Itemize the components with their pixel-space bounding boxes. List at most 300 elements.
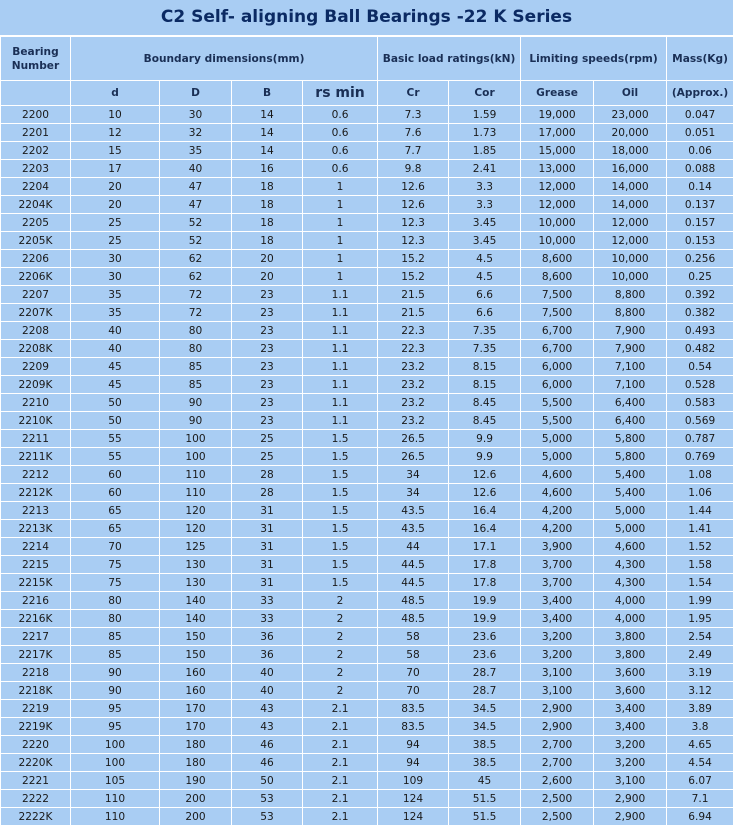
cell-cr: 124	[378, 808, 449, 826]
cell-inner-diameter: 30	[71, 250, 160, 268]
table-row	[1, 430, 733, 448]
cell-width: 23	[232, 286, 303, 304]
cell-rs-min: 2.1	[303, 754, 378, 772]
cell-outer-diameter: 190	[160, 772, 232, 790]
cell-rs-min: 2.1	[303, 808, 378, 826]
cell-mass: 3.19	[667, 664, 733, 682]
cell-width: 31	[232, 520, 303, 538]
cell-cr: 48.5	[378, 592, 449, 610]
cell-mass: 0.14	[667, 178, 733, 196]
cell-bearing-number: 2202	[1, 142, 71, 160]
cell-grease-speed: 3,700	[521, 574, 594, 592]
cell-cor: 38.5	[449, 754, 521, 772]
cell-inner-diameter: 45	[71, 376, 160, 394]
cell-width: 53	[232, 790, 303, 808]
cell-cr: 83.5	[378, 718, 449, 736]
table-row	[1, 322, 733, 340]
cell-inner-diameter: 65	[71, 502, 160, 520]
table-row	[1, 268, 733, 286]
cell-width: 23	[232, 340, 303, 358]
cell-cor: 45	[449, 772, 521, 790]
cell-width: 31	[232, 538, 303, 556]
header-boundary-dimensions: Boundary dimensions(mm)	[71, 37, 378, 81]
cell-grease-speed: 3,900	[521, 538, 594, 556]
cell-mass: 3.12	[667, 682, 733, 700]
cell-bearing-number: 2212	[1, 466, 71, 484]
cell-cr: 7.6	[378, 124, 449, 142]
cell-cr: 48.5	[378, 610, 449, 628]
cell-inner-diameter: 75	[71, 556, 160, 574]
cell-grease-speed: 4,200	[521, 502, 594, 520]
cell-rs-min: 1.1	[303, 304, 378, 322]
cell-rs-min: 0.6	[303, 142, 378, 160]
cell-grease-speed: 7,500	[521, 286, 594, 304]
cell-rs-min: 1.1	[303, 376, 378, 394]
cell-inner-diameter: 40	[71, 340, 160, 358]
cell-width: 23	[232, 304, 303, 322]
table-row	[1, 448, 733, 466]
cell-cor: 4.5	[449, 268, 521, 286]
cell-grease-speed: 6,700	[521, 322, 594, 340]
header-row-columns	[1, 81, 733, 106]
table-row	[1, 214, 733, 232]
cell-grease-speed: 2,700	[521, 754, 594, 772]
cell-oil-speed: 3,800	[594, 646, 667, 664]
cell-width: 23	[232, 322, 303, 340]
cell-oil-speed: 12,000	[594, 232, 667, 250]
cell-width: 43	[232, 718, 303, 736]
cell-cor: 3.3	[449, 178, 521, 196]
cell-inner-diameter: 50	[71, 394, 160, 412]
cell-cr: 22.3	[378, 322, 449, 340]
cell-cor: 51.5	[449, 790, 521, 808]
cell-grease-speed: 6,000	[521, 376, 594, 394]
cell-oil-speed: 5,800	[594, 448, 667, 466]
cell-inner-diameter: 30	[71, 268, 160, 286]
cell-inner-diameter: 12	[71, 124, 160, 142]
cell-width: 25	[232, 430, 303, 448]
cell-grease-speed: 2,900	[521, 700, 594, 718]
cell-bearing-number: 2201	[1, 124, 71, 142]
cell-mass: 0.528	[667, 376, 733, 394]
cell-outer-diameter: 62	[160, 250, 232, 268]
cell-rs-min: 2.1	[303, 718, 378, 736]
table-row	[1, 718, 733, 736]
table-row	[1, 682, 733, 700]
cell-cr: 15.2	[378, 250, 449, 268]
cell-width: 36	[232, 646, 303, 664]
cell-mass: 0.157	[667, 214, 733, 232]
cell-grease-speed: 17,000	[521, 124, 594, 142]
cell-cr: 15.2	[378, 268, 449, 286]
cell-cr: 12.3	[378, 214, 449, 232]
cell-rs-min: 1.5	[303, 430, 378, 448]
cell-width: 46	[232, 736, 303, 754]
table-row	[1, 736, 733, 754]
cell-grease-speed: 3,400	[521, 592, 594, 610]
cell-width: 20	[232, 268, 303, 286]
cell-outer-diameter: 72	[160, 286, 232, 304]
cell-bearing-number: 2206K	[1, 268, 71, 286]
table-row	[1, 466, 733, 484]
cell-width: 43	[232, 700, 303, 718]
cell-oil-speed: 20,000	[594, 124, 667, 142]
cell-oil-speed: 3,600	[594, 664, 667, 682]
cell-rs-min: 1	[303, 250, 378, 268]
table-row	[1, 556, 733, 574]
cell-grease-speed: 2,500	[521, 808, 594, 826]
cell-bearing-number: 2210	[1, 394, 71, 412]
cell-cor: 51.5	[449, 808, 521, 826]
cell-grease-speed: 2,700	[521, 736, 594, 754]
table-row	[1, 232, 733, 250]
cell-cor: 3.45	[449, 214, 521, 232]
cell-grease-speed: 3,400	[521, 610, 594, 628]
table-row	[1, 358, 733, 376]
cell-rs-min: 0.6	[303, 124, 378, 142]
cell-oil-speed: 8,800	[594, 304, 667, 322]
cell-rs-min: 0.6	[303, 160, 378, 178]
cell-cr: 34	[378, 484, 449, 502]
cell-oil-speed: 3,400	[594, 700, 667, 718]
cell-bearing-number: 2219	[1, 700, 71, 718]
cell-bearing-number: 2213	[1, 502, 71, 520]
cell-outer-diameter: 140	[160, 610, 232, 628]
cell-mass: 0.153	[667, 232, 733, 250]
cell-grease-speed: 5,000	[521, 448, 594, 466]
cell-cor: 16.4	[449, 502, 521, 520]
cell-outer-diameter: 120	[160, 520, 232, 538]
cell-grease-speed: 8,600	[521, 268, 594, 286]
cell-oil-speed: 4,300	[594, 556, 667, 574]
cell-grease-speed: 3,700	[521, 556, 594, 574]
header-grease: Grease	[521, 81, 594, 106]
cell-cr: 23.2	[378, 412, 449, 430]
cell-mass: 1.95	[667, 610, 733, 628]
cell-outer-diameter: 170	[160, 718, 232, 736]
cell-outer-diameter: 100	[160, 448, 232, 466]
cell-outer-diameter: 32	[160, 124, 232, 142]
cell-cor: 17.8	[449, 574, 521, 592]
cell-bearing-number: 2206	[1, 250, 71, 268]
cell-cr: 26.5	[378, 448, 449, 466]
cell-oil-speed: 4,000	[594, 610, 667, 628]
cell-inner-diameter: 35	[71, 286, 160, 304]
cell-outer-diameter: 170	[160, 700, 232, 718]
cell-cr: 12.6	[378, 178, 449, 196]
cell-cor: 19.9	[449, 592, 521, 610]
cell-mass: 3.8	[667, 718, 733, 736]
table-row	[1, 304, 733, 322]
header-rs-symbol: r	[315, 85, 322, 101]
page-title: C2 Self- aligning Ball Bearings -22 K Series	[0, 0, 733, 36]
cell-width: 14	[232, 124, 303, 142]
cell-rs-min: 1.1	[303, 358, 378, 376]
cell-rs-min: 1.1	[303, 394, 378, 412]
cell-mass: 4.65	[667, 736, 733, 754]
table-row	[1, 628, 733, 646]
cell-cor: 6.6	[449, 304, 521, 322]
cell-rs-min: 1.5	[303, 502, 378, 520]
cell-oil-speed: 7,900	[594, 340, 667, 358]
cell-inner-diameter: 110	[71, 790, 160, 808]
header-cor: Cor	[449, 81, 521, 106]
cell-inner-diameter: 55	[71, 448, 160, 466]
cell-grease-speed: 4,600	[521, 484, 594, 502]
cell-grease-speed: 12,000	[521, 178, 594, 196]
cell-cor: 28.7	[449, 682, 521, 700]
cell-oil-speed: 7,100	[594, 358, 667, 376]
cell-mass: 0.392	[667, 286, 733, 304]
table-row	[1, 160, 733, 178]
table-row	[1, 484, 733, 502]
cell-width: 40	[232, 664, 303, 682]
cell-mass: 1.06	[667, 484, 733, 502]
cell-mass: 4.54	[667, 754, 733, 772]
cell-cr: 23.2	[378, 376, 449, 394]
cell-width: 23	[232, 394, 303, 412]
cell-outer-diameter: 130	[160, 574, 232, 592]
header-d: d	[71, 81, 160, 106]
cell-cor: 38.5	[449, 736, 521, 754]
table-row	[1, 538, 733, 556]
cell-cor: 12.6	[449, 466, 521, 484]
cell-grease-speed: 10,000	[521, 214, 594, 232]
header-cr: Cr	[378, 81, 449, 106]
cell-cr: 94	[378, 736, 449, 754]
cell-oil-speed: 5,000	[594, 520, 667, 538]
cell-rs-min: 2.1	[303, 700, 378, 718]
table-body	[1, 106, 733, 826]
cell-width: 33	[232, 610, 303, 628]
cell-oil-speed: 3,200	[594, 736, 667, 754]
table-row	[1, 664, 733, 682]
cell-width: 20	[232, 250, 303, 268]
cell-oil-speed: 5,000	[594, 502, 667, 520]
cell-outer-diameter: 90	[160, 394, 232, 412]
cell-outer-diameter: 140	[160, 592, 232, 610]
table-row	[1, 502, 733, 520]
cell-width: 14	[232, 142, 303, 160]
cell-outer-diameter: 130	[160, 556, 232, 574]
cell-cr: 12.6	[378, 196, 449, 214]
cell-oil-speed: 4,300	[594, 574, 667, 592]
cell-outer-diameter: 150	[160, 646, 232, 664]
cell-inner-diameter: 105	[71, 772, 160, 790]
cell-cor: 3.3	[449, 196, 521, 214]
table-row	[1, 106, 733, 124]
cell-grease-speed: 3,100	[521, 664, 594, 682]
cell-inner-diameter: 20	[71, 196, 160, 214]
cell-cr: 43.5	[378, 502, 449, 520]
cell-inner-diameter: 95	[71, 718, 160, 736]
table-row	[1, 340, 733, 358]
cell-width: 18	[232, 196, 303, 214]
cell-mass: 1.08	[667, 466, 733, 484]
cell-rs-min: 0.6	[303, 106, 378, 124]
cell-bearing-number: 2207K	[1, 304, 71, 322]
cell-grease-speed: 4,600	[521, 466, 594, 484]
cell-width: 18	[232, 178, 303, 196]
cell-cr: 94	[378, 754, 449, 772]
cell-inner-diameter: 80	[71, 592, 160, 610]
cell-outer-diameter: 80	[160, 322, 232, 340]
cell-outer-diameter: 47	[160, 178, 232, 196]
cell-inner-diameter: 65	[71, 520, 160, 538]
cell-oil-speed: 3,600	[594, 682, 667, 700]
header-rs-min	[303, 81, 378, 106]
cell-bearing-number: 2220	[1, 736, 71, 754]
cell-oil-speed: 10,000	[594, 250, 667, 268]
cell-outer-diameter: 85	[160, 358, 232, 376]
table-row	[1, 808, 733, 826]
cell-oil-speed: 16,000	[594, 160, 667, 178]
cell-cr: 44.5	[378, 574, 449, 592]
cell-cor: 9.9	[449, 448, 521, 466]
cell-cor: 1.59	[449, 106, 521, 124]
cell-mass: 3.89	[667, 700, 733, 718]
table-row	[1, 124, 733, 142]
cell-cr: 43.5	[378, 520, 449, 538]
cell-rs-min: 2	[303, 664, 378, 682]
cell-oil-speed: 2,900	[594, 808, 667, 826]
cell-width: 16	[232, 160, 303, 178]
cell-oil-speed: 4,600	[594, 538, 667, 556]
cell-bearing-number: 2205K	[1, 232, 71, 250]
cell-cr: 83.5	[378, 700, 449, 718]
cell-oil-speed: 5,800	[594, 430, 667, 448]
cell-cr: 22.3	[378, 340, 449, 358]
header-limiting-speeds: Limiting speeds(rpm)	[521, 37, 667, 81]
cell-outer-diameter: 160	[160, 682, 232, 700]
cell-cr: 58	[378, 628, 449, 646]
cell-outer-diameter: 150	[160, 628, 232, 646]
cell-outer-diameter: 52	[160, 214, 232, 232]
cell-bearing-number: 2218K	[1, 682, 71, 700]
cell-inner-diameter: 100	[71, 754, 160, 772]
cell-cr: 7.3	[378, 106, 449, 124]
cell-grease-speed: 13,000	[521, 160, 594, 178]
cell-width: 18	[232, 232, 303, 250]
cell-width: 40	[232, 682, 303, 700]
cell-cr: 124	[378, 790, 449, 808]
cell-mass: 0.137	[667, 196, 733, 214]
cell-cr: 34	[378, 466, 449, 484]
cell-mass: 1.41	[667, 520, 733, 538]
cell-bearing-number: 2215K	[1, 574, 71, 592]
cell-oil-speed: 10,000	[594, 268, 667, 286]
cell-cr: 70	[378, 664, 449, 682]
cell-cr: 58	[378, 646, 449, 664]
cell-cr: 21.5	[378, 304, 449, 322]
cell-mass: 0.569	[667, 412, 733, 430]
cell-oil-speed: 3,800	[594, 628, 667, 646]
cell-rs-min: 2	[303, 682, 378, 700]
cell-rs-min: 1	[303, 232, 378, 250]
cell-mass: 0.583	[667, 394, 733, 412]
cell-cor: 8.15	[449, 376, 521, 394]
cell-inner-diameter: 75	[71, 574, 160, 592]
cell-oil-speed: 18,000	[594, 142, 667, 160]
cell-width: 50	[232, 772, 303, 790]
cell-bearing-number: 2207	[1, 286, 71, 304]
cell-rs-min: 2	[303, 592, 378, 610]
cell-outer-diameter: 200	[160, 790, 232, 808]
cell-grease-speed: 8,600	[521, 250, 594, 268]
cell-inner-diameter: 60	[71, 466, 160, 484]
cell-outer-diameter: 180	[160, 736, 232, 754]
cell-grease-speed: 12,000	[521, 196, 594, 214]
cell-grease-speed: 6,700	[521, 340, 594, 358]
header-blank	[1, 81, 71, 106]
cell-outer-diameter: 200	[160, 808, 232, 826]
cell-cor: 17.1	[449, 538, 521, 556]
cell-cr: 9.8	[378, 160, 449, 178]
cell-oil-speed: 14,000	[594, 196, 667, 214]
cell-width: 31	[232, 502, 303, 520]
cell-oil-speed: 4,000	[594, 592, 667, 610]
cell-inner-diameter: 40	[71, 322, 160, 340]
cell-inner-diameter: 17	[71, 160, 160, 178]
cell-grease-speed: 2,500	[521, 790, 594, 808]
cell-cr: 21.5	[378, 286, 449, 304]
table-row	[1, 790, 733, 808]
cell-bearing-number: 2209K	[1, 376, 71, 394]
cell-mass: 1.99	[667, 592, 733, 610]
cell-bearing-number: 2217K	[1, 646, 71, 664]
cell-rs-min: 1.5	[303, 448, 378, 466]
cell-mass: 0.493	[667, 322, 733, 340]
header-row-groups	[1, 37, 733, 81]
cell-inner-diameter: 20	[71, 178, 160, 196]
cell-grease-speed: 7,500	[521, 304, 594, 322]
cell-outer-diameter: 100	[160, 430, 232, 448]
cell-grease-speed: 2,900	[521, 718, 594, 736]
cell-oil-speed: 5,400	[594, 484, 667, 502]
cell-bearing-number: 2210K	[1, 412, 71, 430]
cell-outer-diameter: 110	[160, 466, 232, 484]
table-row	[1, 700, 733, 718]
bearing-table	[0, 36, 733, 826]
cell-mass: 1.52	[667, 538, 733, 556]
cell-width: 31	[232, 556, 303, 574]
cell-cr: 44.5	[378, 556, 449, 574]
cell-outer-diameter: 125	[160, 538, 232, 556]
cell-inner-diameter: 95	[71, 700, 160, 718]
cell-mass: 0.382	[667, 304, 733, 322]
cell-cor: 2.41	[449, 160, 521, 178]
cell-mass: 0.54	[667, 358, 733, 376]
cell-width: 53	[232, 808, 303, 826]
cell-rs-min: 1.5	[303, 538, 378, 556]
cell-outer-diameter: 85	[160, 376, 232, 394]
table-row	[1, 646, 733, 664]
cell-bearing-number: 2218	[1, 664, 71, 682]
cell-width: 23	[232, 358, 303, 376]
cell-bearing-number: 2219K	[1, 718, 71, 736]
cell-width: 36	[232, 628, 303, 646]
cell-inner-diameter: 45	[71, 358, 160, 376]
cell-rs-min: 1.1	[303, 412, 378, 430]
cell-rs-min: 1	[303, 268, 378, 286]
table-row	[1, 394, 733, 412]
cell-cor: 23.6	[449, 628, 521, 646]
cell-outer-diameter: 30	[160, 106, 232, 124]
cell-grease-speed: 19,000	[521, 106, 594, 124]
cell-width: 25	[232, 448, 303, 466]
table-row	[1, 250, 733, 268]
header-bearing-number: Bearing Number	[1, 37, 71, 81]
